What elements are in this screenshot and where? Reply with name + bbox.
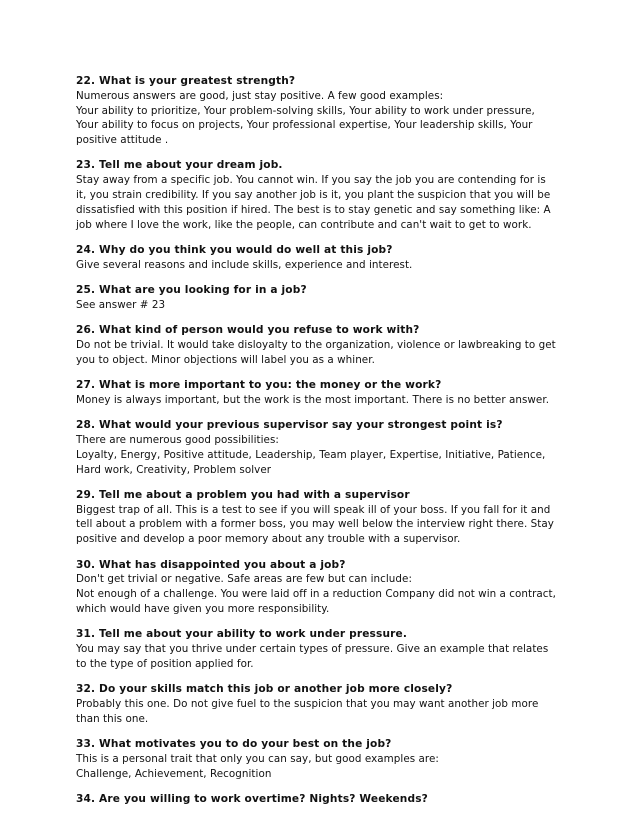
question-heading: 28. What would your previous supervisor say your strongest point is? (76, 419, 503, 432)
qa-item (76, 283, 566, 313)
qa-item (76, 792, 566, 807)
answer-line: This is a personal trait that only you can say, but good examples are: (76, 752, 439, 765)
answer-line: Numerous answers are good, just stay positive. A few good examples: (76, 89, 444, 102)
question-heading: 25. What are you looking for in a job? (76, 284, 307, 297)
answer-line: You may say that you thrive under certain types of pressure. Give an example that relates (76, 643, 549, 655)
answer-line: Probably this one. Do not give fuel to the suspicion that you may want another job more (76, 697, 539, 710)
qa-item (76, 378, 566, 408)
qa-item (76, 74, 566, 148)
question-heading: 33. What motivates you to do your best on the job? (76, 737, 392, 750)
question-heading: 22. What is your greatest strength? (76, 75, 296, 87)
answer-line: Money is always important, but the work is the most important. There is no better answer. (76, 393, 550, 406)
qa-item (76, 418, 566, 477)
answer-line: Challenge, Achievement, Recognition (76, 767, 272, 780)
answer-line: Biggest trap of all. This is a test to see if you will speak ill of your boss. If you fall for it and (76, 503, 551, 516)
question-heading: 27. What is more important to you: the money or the work? (76, 379, 442, 392)
question-heading: 23. Tell me about your dream job. (76, 159, 283, 172)
answer-line: positive and develop a poor memory about any trouble with a supervisor. (76, 533, 461, 546)
qa-item (76, 737, 566, 781)
qa-item (76, 488, 566, 547)
question-heading: 34. Are you willing to work overtime? Nights? Weekends? (76, 792, 428, 805)
qa-item (76, 158, 566, 232)
question-heading: 29. Tell me about a problem you had with a supervisor (76, 488, 410, 501)
answer-line: it, you strain credibility. If you say another job is it, you plant the suspicion that you will be (76, 189, 551, 202)
answer-line: you to object. Minor objections will label you as a whiner. (76, 353, 375, 366)
answer-line: Your ability to focus on projects, Your professional expertise, Your leadership skills, Your (76, 119, 533, 132)
answer-line: Do not be trivial. It would take disloyalty to the organization, violence or lawbreaking to get (76, 338, 556, 351)
question-heading: 31. Tell me about your ability to work under pressure. (76, 628, 408, 641)
answer-line: Hard work, Creativity, Problem solver (76, 463, 272, 476)
answer-line: See answer # 23 (76, 298, 166, 311)
answer-line: tell about a problem with a former boss, you may well below the interview right there. Stay (76, 518, 554, 531)
answer-line: which would have given you more responsibility. (76, 602, 330, 615)
answer-line: than this one. (76, 712, 149, 725)
question-heading: 32. Do your skills match this job or another job more closely? (76, 683, 453, 696)
answer-line: job where I love the work, like the people, can contribute and can't wait to get to work. (76, 218, 532, 231)
qa-item (76, 682, 566, 726)
answer-line: Your ability to prioritize, Your problem-solving skills, Your ability to work under pressure, (76, 104, 535, 117)
qa-item (76, 558, 566, 617)
answer-line: Don't get trivial or negative. Safe areas are few but can include: (76, 573, 412, 586)
question-heading: 30. What has disappointed you about a job? (76, 558, 346, 571)
answer-line: Not enough of a challenge. You were laid off in a reduction Company did not win a contract, (76, 588, 556, 601)
answer-line: dissatisfied with this position if hired. The best is to stay genetic and say something like: A (76, 203, 551, 216)
qa-item (76, 323, 566, 367)
answer-line: Loyalty, Energy, Positive attitude, Leadership, Team player, Expertise, Initiative, Patience, (76, 448, 546, 461)
answer-line: Give several reasons and include skills, experience and interest. (76, 258, 413, 271)
answer-line: Stay away from a specific job. You cannot win. If you say the job you are contending for is (76, 174, 546, 187)
question-heading: 26. What kind of person would you refuse to work with? (76, 324, 420, 337)
answer-line: There are numerous good possibilities: (76, 433, 279, 446)
answer-line: positive attitude . (76, 134, 169, 147)
answer-line: to the type of position applied for. (76, 657, 254, 670)
question-heading: 24. Why do you think you would do well at this job? (76, 243, 393, 256)
qa-item (76, 243, 566, 273)
document-page (76, 74, 566, 817)
qa-item (76, 627, 566, 671)
